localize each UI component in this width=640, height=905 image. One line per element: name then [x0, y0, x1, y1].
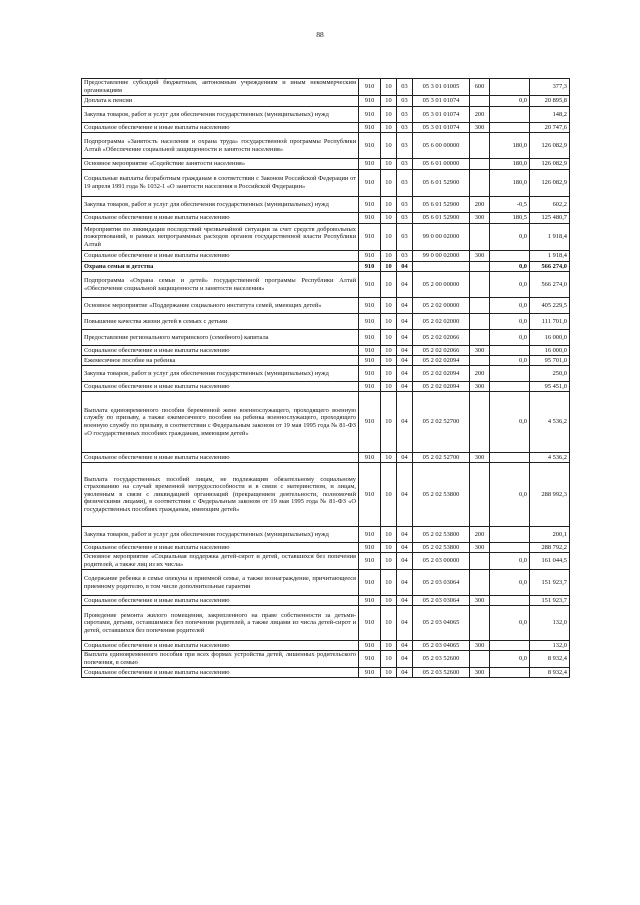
row-total-amount: 200,1: [530, 527, 570, 543]
row-name: Закупка товаров, работ и услуг для обеспечения государственных (муниципальных) нужд: [82, 197, 359, 213]
row-target-article-code: 05 2 02 52700: [413, 392, 470, 453]
row-expense-type-code: 200: [470, 527, 490, 543]
row-total-amount: 566 274,0: [530, 262, 570, 272]
row-change-amount: [490, 668, 530, 678]
row-section-code: 10: [381, 606, 397, 641]
row-change-amount: [490, 641, 530, 651]
row-ministry-code: 910: [359, 96, 381, 107]
row-change-amount: 0,0: [490, 651, 530, 668]
row-subsection-code: 03: [397, 197, 413, 213]
row-total-amount: 8 932,4: [530, 651, 570, 668]
row-ministry-code: 910: [359, 197, 381, 213]
row-subsection-code: 04: [397, 356, 413, 366]
row-subsection-code: 04: [397, 330, 413, 346]
row-section-code: 10: [381, 570, 397, 596]
row-total-amount: 1 918,4: [530, 224, 570, 251]
row-name: Социальное обеспечение и иные выплаты населению: [82, 596, 359, 606]
row-subsection-code: 03: [397, 251, 413, 262]
row-section-code: 10: [381, 463, 397, 527]
row-change-amount: 0,0: [490, 272, 530, 298]
row-target-article-code: 05 6 01 52900: [413, 213, 470, 224]
row-section-code: 10: [381, 651, 397, 668]
table-row: [82, 392, 570, 453]
row-section-code: 10: [381, 133, 397, 159]
row-section-code: 10: [381, 527, 397, 543]
row-target-article-code: 05 2 02 02094: [413, 366, 470, 382]
row-ministry-code: 910: [359, 107, 381, 123]
budget-table: [81, 78, 570, 678]
row-ministry-code: 910: [359, 392, 381, 453]
row-subsection-code: 03: [397, 79, 413, 96]
row-section-code: 10: [381, 79, 397, 96]
row-subsection-code: 04: [397, 366, 413, 382]
row-expense-type-code: [470, 159, 490, 170]
row-expense-type-code: 200: [470, 107, 490, 123]
row-section-code: 10: [381, 356, 397, 366]
row-total-amount: 288 792,2: [530, 543, 570, 553]
row-expense-type-code: 300: [470, 668, 490, 678]
row-target-article-code: 05 3 01 01074: [413, 123, 470, 133]
row-target-article-code: 05 2 02 02094: [413, 356, 470, 366]
row-change-amount: [490, 527, 530, 543]
row-subsection-code: 04: [397, 651, 413, 668]
row-target-article-code: 05 2 02 02066: [413, 330, 470, 346]
row-target-article-code: 05 2 02 52700: [413, 453, 470, 463]
row-target-article-code: 05 3 01 01074: [413, 107, 470, 123]
row-change-amount: 0,0: [490, 570, 530, 596]
row-subsection-code: 04: [397, 527, 413, 543]
row-change-amount: 0,0: [490, 463, 530, 527]
table-row: [82, 596, 570, 606]
row-change-amount: [490, 107, 530, 123]
row-target-article-code: 05 2 02 53800: [413, 527, 470, 543]
table-row: [82, 453, 570, 463]
table-row: [82, 668, 570, 678]
row-section-code: 10: [381, 346, 397, 356]
row-total-amount: 95 701,0: [530, 356, 570, 366]
row-section-code: 10: [381, 453, 397, 463]
table-row: [82, 96, 570, 107]
row-target-article-code: 05 3 01 01074: [413, 96, 470, 107]
row-subsection-code: 03: [397, 170, 413, 197]
row-total-amount: 161 044,5: [530, 553, 570, 570]
row-ministry-code: 910: [359, 596, 381, 606]
row-expense-type-code: [470, 356, 490, 366]
row-ministry-code: 910: [359, 346, 381, 356]
row-target-article-code: 05 2 00 00000: [413, 272, 470, 298]
row-expense-type-code: [470, 651, 490, 668]
table-row: [82, 272, 570, 298]
row-section-code: 10: [381, 159, 397, 170]
row-ministry-code: 910: [359, 330, 381, 346]
row-section-code: 10: [381, 382, 397, 392]
row-subsection-code: 04: [397, 668, 413, 678]
row-total-amount: 16 000,0: [530, 330, 570, 346]
row-expense-type-code: [470, 133, 490, 159]
row-expense-type-code: [470, 330, 490, 346]
row-target-article-code: 05 3 01 01005: [413, 79, 470, 96]
row-name: Социальное обеспечение и иные выплаты населению: [82, 382, 359, 392]
row-total-amount: 132,0: [530, 641, 570, 651]
row-section-code: 10: [381, 197, 397, 213]
table-row: [82, 570, 570, 596]
row-ministry-code: 910: [359, 606, 381, 641]
table-row: [82, 213, 570, 224]
row-expense-type-code: [470, 463, 490, 527]
row-section-code: 10: [381, 251, 397, 262]
row-expense-type-code: 600: [470, 79, 490, 96]
row-section-code: 10: [381, 314, 397, 330]
row-name: Социальное обеспечение и иные выплаты населению: [82, 123, 359, 133]
row-subsection-code: 04: [397, 641, 413, 651]
row-ministry-code: 910: [359, 668, 381, 678]
row-change-amount: [490, 251, 530, 262]
row-change-amount: 0,0: [490, 314, 530, 330]
row-ministry-code: 910: [359, 553, 381, 570]
row-subsection-code: 03: [397, 123, 413, 133]
row-subsection-code: 03: [397, 107, 413, 123]
row-target-article-code: 05 6 00 00000: [413, 133, 470, 159]
row-expense-type-code: 300: [470, 543, 490, 553]
row-change-amount: 180,5: [490, 213, 530, 224]
row-total-amount: 4 536,2: [530, 453, 570, 463]
table-row: [82, 251, 570, 262]
row-subsection-code: 04: [397, 392, 413, 453]
row-name: Содержание ребенка в семье опекуна и приемной семье, а также вознаграждение, причитающееся приемному родителю, в том числе дополнительные гарантии: [82, 570, 359, 596]
row-name: Предоставление регионального материнского (семейного) капитала: [82, 330, 359, 346]
row-expense-type-code: [470, 298, 490, 314]
table-row: [82, 224, 570, 251]
row-section-code: 10: [381, 641, 397, 651]
table-row: [82, 463, 570, 527]
table-row: [82, 651, 570, 668]
row-subsection-code: 04: [397, 382, 413, 392]
table-row: [82, 330, 570, 346]
table-row: [82, 366, 570, 382]
row-total-amount: 111 701,0: [530, 314, 570, 330]
row-subsection-code: 04: [397, 262, 413, 272]
row-ministry-code: 910: [359, 314, 381, 330]
row-expense-type-code: 300: [470, 213, 490, 224]
table-row: [82, 553, 570, 570]
row-change-amount: 0,0: [490, 224, 530, 251]
table-row: [82, 133, 570, 159]
row-target-article-code: 05 2 02 02000: [413, 314, 470, 330]
row-total-amount: 95 451,0: [530, 382, 570, 392]
row-name: Ежемесячное пособие на ребенка: [82, 356, 359, 366]
row-ministry-code: 910: [359, 298, 381, 314]
row-subsection-code: 04: [397, 314, 413, 330]
row-subsection-code: 03: [397, 224, 413, 251]
row-target-article-code: 05 2 02 02094: [413, 382, 470, 392]
row-expense-type-code: 300: [470, 596, 490, 606]
row-change-amount: 180,0: [490, 159, 530, 170]
table-row: [82, 123, 570, 133]
row-target-article-code: 05 2 02 00000: [413, 298, 470, 314]
row-change-amount: 0,0: [490, 606, 530, 641]
row-change-amount: 0,0: [490, 356, 530, 366]
row-total-amount: 250,0: [530, 366, 570, 382]
table-row: [82, 298, 570, 314]
row-subsection-code: 03: [397, 159, 413, 170]
row-name: Повышение качества жизни детей в семьях с детьми: [82, 314, 359, 330]
row-total-amount: 566 274,0: [530, 272, 570, 298]
row-target-article-code: 05 2 02 53800: [413, 543, 470, 553]
table-row: [82, 262, 570, 272]
row-target-article-code: 05 6 01 52900: [413, 197, 470, 213]
row-name: Основное мероприятие «Содействие занятости населения»: [82, 159, 359, 170]
row-change-amount: 0,0: [490, 262, 530, 272]
row-subsection-code: 04: [397, 596, 413, 606]
row-name: Социальное обеспечение и иные выплаты населению: [82, 543, 359, 553]
row-total-amount: 151 923,7: [530, 570, 570, 596]
row-change-amount: -0,5: [490, 197, 530, 213]
row-target-article-code: 05 2 03 04065: [413, 606, 470, 641]
row-change-amount: [490, 366, 530, 382]
row-name: Мероприятия по ликвидации последствий чрезвычайной ситуации за счет средств добровольных пожертвований, в рамках непрограммных расходов органов государственной власти Республики Алтай: [82, 224, 359, 251]
row-ministry-code: 910: [359, 79, 381, 96]
row-name: Основное мероприятие «Социальная поддержка детей-сирот и детей, оставшихся без попечения родителей, а также лиц из их числа»: [82, 553, 359, 570]
row-target-article-code: 05 2 03 52600: [413, 668, 470, 678]
row-section-code: 10: [381, 272, 397, 298]
row-subsection-code: 04: [397, 272, 413, 298]
row-change-amount: [490, 79, 530, 96]
row-section-code: 10: [381, 224, 397, 251]
table-row: [82, 79, 570, 96]
row-section-code: 10: [381, 553, 397, 570]
row-section-code: 10: [381, 298, 397, 314]
table-row: [82, 543, 570, 553]
row-section-code: 10: [381, 96, 397, 107]
row-change-amount: 180,0: [490, 133, 530, 159]
table-row: [82, 382, 570, 392]
row-name: Закупка товаров, работ и услуг для обеспечения государственных (муниципальных) нужд: [82, 527, 359, 543]
row-target-article-code: 05 2 02 02066: [413, 346, 470, 356]
row-target-article-code: 05 2 03 00000: [413, 553, 470, 570]
row-change-amount: [490, 123, 530, 133]
row-target-article-code: 05 2 03 03064: [413, 596, 470, 606]
row-subsection-code: 03: [397, 96, 413, 107]
row-total-amount: 151 923,7: [530, 596, 570, 606]
row-name: Основное мероприятие «Поддержание социального института семей, имеющих детей»: [82, 298, 359, 314]
row-ministry-code: 910: [359, 543, 381, 553]
row-section-code: 10: [381, 262, 397, 272]
row-name: Доплата к пенсии: [82, 96, 359, 107]
row-subsection-code: 03: [397, 213, 413, 224]
row-change-amount: 0,0: [490, 96, 530, 107]
row-expense-type-code: [470, 96, 490, 107]
row-subsection-code: 04: [397, 346, 413, 356]
row-total-amount: 4 536,2: [530, 392, 570, 453]
row-total-amount: 126 082,9: [530, 170, 570, 197]
table-row: [82, 527, 570, 543]
row-section-code: 10: [381, 668, 397, 678]
row-expense-type-code: 200: [470, 197, 490, 213]
row-expense-type-code: 300: [470, 453, 490, 463]
row-ministry-code: 910: [359, 272, 381, 298]
row-section-code: 10: [381, 213, 397, 224]
row-subsection-code: 04: [397, 606, 413, 641]
row-name: Подпрограмма «Занятость населения и охрана труда» государственной программы Республики Алтай «Обеспечение социальной защищенности и занятости населения»: [82, 133, 359, 159]
page-number: 88: [316, 30, 324, 39]
row-total-amount: 132,0: [530, 606, 570, 641]
row-subsection-code: 04: [397, 453, 413, 463]
row-name: Охрана семьи и детства: [82, 262, 359, 272]
row-total-amount: 20 895,8: [530, 96, 570, 107]
row-change-amount: [490, 453, 530, 463]
row-change-amount: 0,0: [490, 392, 530, 453]
row-expense-type-code: [470, 272, 490, 298]
row-expense-type-code: 300: [470, 123, 490, 133]
row-change-amount: 180,0: [490, 170, 530, 197]
row-total-amount: 20 747,6: [530, 123, 570, 133]
row-section-code: 10: [381, 123, 397, 133]
row-total-amount: 125 480,7: [530, 213, 570, 224]
table-row: [82, 197, 570, 213]
row-ministry-code: 910: [359, 366, 381, 382]
row-change-amount: 0,0: [490, 330, 530, 346]
row-expense-type-code: [470, 570, 490, 596]
row-ministry-code: 910: [359, 356, 381, 366]
row-name: Закупка товаров, работ и услуг для обеспечения государственных (муниципальных) нужд: [82, 107, 359, 123]
row-target-article-code: 99 0 00 02000: [413, 251, 470, 262]
row-name: Социальное обеспечение и иные выплаты населению: [82, 453, 359, 463]
table-row: [82, 606, 570, 641]
table-row: [82, 159, 570, 170]
row-ministry-code: 910: [359, 170, 381, 197]
table-row: [82, 356, 570, 366]
row-name: Социальное обеспечение и иные выплаты населению: [82, 213, 359, 224]
row-ministry-code: 910: [359, 463, 381, 527]
row-subsection-code: 04: [397, 553, 413, 570]
row-expense-type-code: [470, 553, 490, 570]
row-subsection-code: 04: [397, 298, 413, 314]
row-name: Социальное обеспечение и иные выплаты населению: [82, 668, 359, 678]
row-target-article-code: 99 0 00 02000: [413, 224, 470, 251]
table-row: [82, 107, 570, 123]
row-target-article-code: 05 2 03 03064: [413, 570, 470, 596]
row-total-amount: 377,3: [530, 79, 570, 96]
table-row: [82, 314, 570, 330]
row-total-amount: 126 082,9: [530, 159, 570, 170]
row-expense-type-code: [470, 314, 490, 330]
table-row: [82, 641, 570, 651]
row-expense-type-code: [470, 262, 490, 272]
row-name: Выплата единовременного пособия беременной жене военнослужащего, проходящего военную службу по призыву, а также ежемесячного пособия на ребенка военнослужащего, проходящего военную службу по призыву, в соответствии с Федеральным законом от 19 мая 1995 года № 81-ФЗ «О государственных пособиях гражданам, имеющим детей»: [82, 392, 359, 453]
row-name: Подпрограмма «Охрана семьи и детей» государственной программы Республики Алтай «Обеспечение социальной защищенности и занятости населения»: [82, 272, 359, 298]
row-ministry-code: 910: [359, 213, 381, 224]
row-section-code: 10: [381, 392, 397, 453]
row-expense-type-code: 300: [470, 641, 490, 651]
row-total-amount: 602,2: [530, 197, 570, 213]
row-change-amount: [490, 382, 530, 392]
row-ministry-code: 910: [359, 382, 381, 392]
row-name: Социальное обеспечение и иные выплаты населению: [82, 641, 359, 651]
row-change-amount: [490, 346, 530, 356]
row-ministry-code: 910: [359, 159, 381, 170]
row-target-article-code: 05 6 01 52900: [413, 170, 470, 197]
row-ministry-code: 910: [359, 224, 381, 251]
row-target-article-code: 05 6 01 00000: [413, 159, 470, 170]
row-ministry-code: 910: [359, 527, 381, 543]
row-ministry-code: 910: [359, 641, 381, 651]
row-expense-type-code: 300: [470, 251, 490, 262]
row-ministry-code: 910: [359, 651, 381, 668]
row-target-article-code: 05 2 02 53800: [413, 463, 470, 527]
row-total-amount: 288 992,3: [530, 463, 570, 527]
row-section-code: 10: [381, 170, 397, 197]
row-change-amount: [490, 596, 530, 606]
row-section-code: 10: [381, 330, 397, 346]
row-change-amount: [490, 543, 530, 553]
row-total-amount: 405 229,5: [530, 298, 570, 314]
row-change-amount: 0,0: [490, 298, 530, 314]
row-total-amount: 8 932,4: [530, 668, 570, 678]
row-name: Выплата государственных пособий лицам, не подлежащим обязательному социальному страхованию на случай временной нетрудоспособности и в связи с материнством, и лицам, уволенным в связи с ликвидацией организаций (прекращением деятельности, полномочий физическими лицами), в соответствии с Федеральным законом от 19 мая 1995 года № 81-ФЗ «О государственных пособиях гражданам, имеющим детей»: [82, 463, 359, 527]
row-section-code: 10: [381, 107, 397, 123]
row-name: Социальные выплаты безработным гражданам в соответствии с Законом Российской Федерации от 19 апреля 1991 года № 1032-1 «О занятости населения в Российской Федерации»: [82, 170, 359, 197]
row-expense-type-code: 300: [470, 346, 490, 356]
table-row: [82, 346, 570, 356]
row-ministry-code: 910: [359, 570, 381, 596]
row-ministry-code: 910: [359, 123, 381, 133]
row-total-amount: 16 000,0: [530, 346, 570, 356]
row-ministry-code: 910: [359, 262, 381, 272]
row-target-article-code: 05 2 03 52600: [413, 651, 470, 668]
row-name: Проведение ремонта жилого помещения, закрепленного на праве собственности за детьми-сиротами, детьми, оставшимися без попечения родителей, а также лицами из числа детей-сирот и детей, оставшихся без попечения родителей: [82, 606, 359, 641]
row-expense-type-code: 300: [470, 382, 490, 392]
row-subsection-code: 04: [397, 463, 413, 527]
row-target-article-code: [413, 262, 470, 272]
row-expense-type-code: [470, 170, 490, 197]
row-ministry-code: 910: [359, 453, 381, 463]
row-subsection-code: 04: [397, 570, 413, 596]
row-name: Социальное обеспечение и иные выплаты населению: [82, 251, 359, 262]
row-section-code: 10: [381, 596, 397, 606]
row-subsection-code: 04: [397, 543, 413, 553]
row-name: Предоставление субсидий бюджетным, автономным учреждениям и иным некоммерческим организациям: [82, 79, 359, 96]
row-ministry-code: 910: [359, 251, 381, 262]
row-expense-type-code: 200: [470, 366, 490, 382]
row-subsection-code: 03: [397, 133, 413, 159]
row-change-amount: 0,0: [490, 553, 530, 570]
row-ministry-code: 910: [359, 133, 381, 159]
table-row: [82, 170, 570, 197]
row-name: Социальное обеспечение и иные выплаты населению: [82, 346, 359, 356]
row-expense-type-code: [470, 392, 490, 453]
row-name: Закупка товаров, работ и услуг для обеспечения государственных (муниципальных) нужд: [82, 366, 359, 382]
row-total-amount: 1 918,4: [530, 251, 570, 262]
row-section-code: 10: [381, 366, 397, 382]
row-target-article-code: 05 2 03 04065: [413, 641, 470, 651]
row-expense-type-code: [470, 606, 490, 641]
row-section-code: 10: [381, 543, 397, 553]
row-expense-type-code: [470, 224, 490, 251]
row-name: Выплата единовременного пособия при всех формах устройства детей, лишенных родительского попечения, в семью: [82, 651, 359, 668]
row-total-amount: 126 082,9: [530, 133, 570, 159]
row-total-amount: 148,2: [530, 107, 570, 123]
